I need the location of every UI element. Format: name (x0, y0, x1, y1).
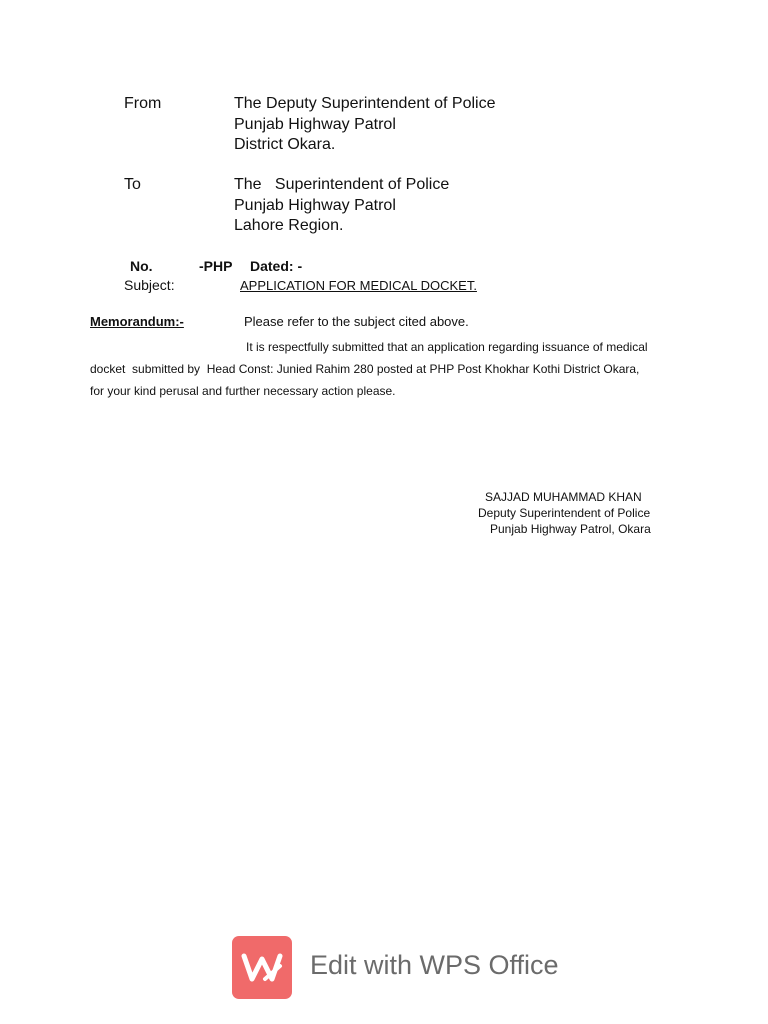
memorandum-label (90, 314, 184, 329)
signatory-designation: Deputy Superintendent of Police (478, 506, 651, 520)
from-line: District Okara. (234, 136, 336, 153)
from-line: Punjab Highway Patrol (234, 115, 396, 133)
subject-text: APPLICATION FOR MEDICAL DOCKET. (240, 278, 477, 293)
to-line: Punjab Highway Patrol (234, 196, 396, 214)
from-label: From (124, 95, 162, 112)
reference-dated: Dated: - (250, 258, 303, 274)
from-line: The Deputy Superintendent of Police (234, 95, 496, 112)
memo-line: Please refer to the subject cited above. (244, 314, 469, 329)
body-line-2: docket submitted by Head Const: Junied Rahim 280 posted at PHP Post Khokhar Kothi District Okara, (90, 362, 640, 376)
to-label: To (124, 176, 141, 193)
reference-php: -PHP (199, 258, 233, 274)
from-address (234, 94, 496, 156)
reference-no: No. (130, 258, 153, 274)
body-line-3: for your kind perusal and further necessary action please. (90, 384, 396, 398)
to-address (234, 175, 449, 237)
to-line: The Superintendent of Police (234, 176, 450, 193)
subject-label: Subject: (124, 277, 175, 293)
to-line: Lahore Region. (234, 217, 344, 234)
edit-with-wps-link[interactable]: Edit with WPS Office (310, 950, 559, 980)
signatory-name: SAJJAD MUHAMMAD KHAN (485, 490, 642, 504)
body-line-1: It is respectfully submitted that an application regarding issuance of medical (246, 340, 648, 354)
signatory-office: Punjab Highway Patrol, Okara (490, 522, 651, 536)
wps-logo-glyph (232, 936, 292, 999)
wps-logo-icon[interactable] (232, 936, 292, 999)
memorandum-label-text: Memorandum:- (90, 314, 184, 329)
